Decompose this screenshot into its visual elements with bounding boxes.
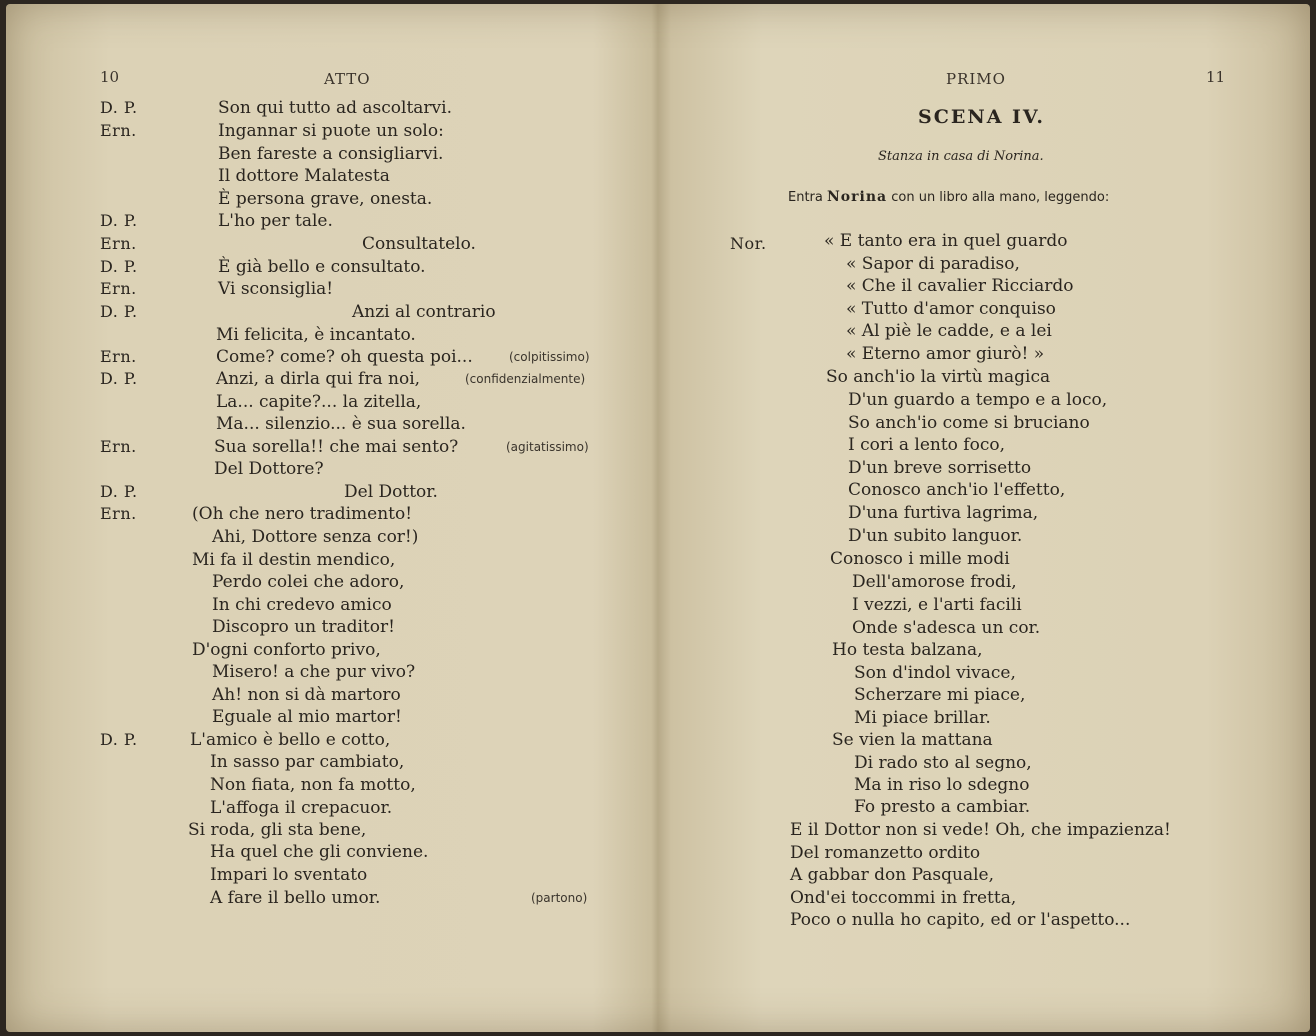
- speaker-label: Ern.: [100, 437, 137, 456]
- speaker-label: D. P.: [100, 730, 138, 749]
- verse-line: Misero! a che pur vivo?: [212, 662, 416, 682]
- verse-line: Son qui tutto ad ascoltarvi.: [218, 98, 452, 118]
- verse-line: L'affoga il crepacuor.: [210, 798, 393, 818]
- right-page: [660, 4, 1310, 1032]
- scene-title: SCENA IV.: [918, 106, 1045, 128]
- running-header: ATTO: [324, 70, 371, 88]
- verse-line: So anch'io come si bruciano: [848, 413, 1090, 433]
- verse-line: La... capite?... la zitella,: [216, 392, 422, 412]
- verse-line: I vezzi, e l'arti facili: [852, 595, 1022, 615]
- stage-direction-entrance: Entra Norina con un libro alla mano, leggendo:: [788, 189, 1110, 205]
- verse-line: D'ogni conforto privo,: [192, 640, 381, 660]
- verse-line: « Che il cavalier Ricciardo: [846, 276, 1074, 296]
- verse-line: Anzi, a dirla qui fra noi,: [216, 369, 421, 389]
- book-spread: [6, 4, 1310, 1032]
- page-number: 10: [100, 68, 120, 86]
- verse-line: Il dottore Malatesta: [218, 166, 390, 186]
- stage-direction: (agitatissimo): [506, 440, 589, 454]
- verse-line: Ingannar si puote un solo:: [218, 121, 444, 141]
- verse-line: Conosco anch'io l'effetto,: [848, 480, 1066, 500]
- speaker-label: D. P.: [100, 482, 138, 501]
- verse-line: Eguale al mio martor!: [212, 707, 402, 727]
- verse-line: Ma in riso lo sdegno: [854, 775, 1030, 795]
- verse-line: Del Dottore?: [214, 459, 324, 479]
- verse-line: Sua sorella!! che mai sento?: [214, 437, 459, 457]
- left-page: [6, 4, 656, 1032]
- speaker-label: Ern.: [100, 347, 137, 366]
- speaker-label: Ern.: [100, 234, 137, 253]
- verse-line: « Sapor di paradiso,: [846, 254, 1020, 274]
- verse-line: I cori a lento foco,: [848, 435, 1005, 455]
- speaker-label: D. P.: [100, 98, 138, 117]
- verse-line: Poco o nulla ho capito, ed or l'aspetto...: [790, 910, 1131, 930]
- verse-line: Perdo colei che adoro,: [212, 572, 405, 592]
- verse-line: A gabbar don Pasquale,: [790, 865, 994, 885]
- verse-line: Mi fa il destin mendico,: [192, 550, 396, 570]
- verse-line: Consultatelo.: [362, 234, 476, 254]
- verse-line: È persona grave, onesta.: [218, 189, 433, 209]
- verse-line: Conosco i mille modi: [830, 549, 1010, 569]
- speaker-label: D. P.: [100, 257, 138, 276]
- verse-line: Ho testa balzana,: [832, 640, 983, 660]
- verse-line: Ah! non si dà martoro: [212, 685, 401, 705]
- verse-line: Fo presto a cambiar.: [854, 797, 1031, 817]
- verse-line: (Oh che nero tradimento!: [192, 504, 413, 524]
- verse-line: Se vien la mattana: [832, 730, 993, 750]
- speaker-label: Nor.: [730, 234, 767, 253]
- verse-line: Dell'amorose frodi,: [852, 572, 1017, 592]
- verse-line: Anzi al contrario: [352, 302, 496, 322]
- verse-line: Del Dottor.: [344, 482, 438, 502]
- verse-line: « Al piè le cadde, e a lei: [846, 321, 1052, 341]
- verse-line: Del romanzetto ordito: [790, 843, 981, 863]
- speaker-label: Ern.: [100, 121, 137, 140]
- verse-line: L'amico è bello e cotto,: [190, 730, 391, 750]
- verse-line: « Tutto d'amor conquiso: [846, 299, 1056, 319]
- verse-line: E il Dottor non si vede! Oh, che impazienza!: [790, 820, 1171, 840]
- verse-line: Come? come? oh questa poi...: [216, 347, 473, 367]
- page-number: 11: [1206, 68, 1226, 86]
- verse-line: Scherzare mi piace,: [854, 685, 1026, 705]
- verse-line: Ma... silenzio... è sua sorella.: [216, 414, 466, 434]
- verse-line: Mi felicita, è incantato.: [216, 325, 416, 345]
- verse-line: Ahi, Dottore senza cor!): [212, 527, 419, 547]
- speaker-label: D. P.: [100, 211, 138, 230]
- verse-line: Mi piace brillar.: [854, 708, 991, 728]
- verse-line: Ond'ei toccommi in fretta,: [790, 888, 1017, 908]
- scene-setting: Stanza in casa di Norina.: [878, 149, 1044, 164]
- verse-line: D'un breve sorrisetto: [848, 458, 1032, 478]
- stage-direction: (colpitissimo): [509, 350, 590, 364]
- verse-line: Onde s'adesca un cor.: [852, 618, 1041, 638]
- speaker-label: Ern.: [100, 279, 137, 298]
- verse-line: A fare il bello umor.: [210, 888, 381, 908]
- verse-line: D'una furtiva lagrima,: [848, 503, 1039, 523]
- verse-line: Vi sconsiglia!: [218, 279, 334, 299]
- speaker-label: D. P.: [100, 369, 138, 388]
- verse-line: Discopro un traditor!: [212, 617, 395, 637]
- verse-line: Di rado sto al segno,: [854, 753, 1032, 773]
- speaker-label: Ern.: [100, 504, 137, 523]
- verse-line: Non fiata, non fa motto,: [210, 775, 416, 795]
- running-header: PRIMO: [946, 70, 1006, 88]
- verse-line: È già bello e consultato.: [218, 257, 426, 277]
- stage-direction: (confidenzialmente): [465, 372, 586, 386]
- verse-line: « E tanto era in quel guardo: [824, 231, 1068, 251]
- verse-line: Son d'indol vivace,: [854, 663, 1016, 683]
- verse-line: D'un subito languor.: [848, 526, 1023, 546]
- verse-line: Ha quel che gli conviene.: [210, 842, 429, 862]
- verse-line: Si roda, gli sta bene,: [188, 820, 367, 840]
- verse-line: In chi credevo amico: [212, 595, 392, 615]
- verse-line: D'un guardo a tempo e a loco,: [848, 390, 1108, 410]
- verse-line: « Eterno amor giurò! »: [846, 344, 1045, 364]
- verse-line: L'ho per tale.: [218, 211, 333, 231]
- verse-line: So anch'io la virtù magica: [826, 367, 1051, 387]
- verse-line: In sasso par cambiato,: [210, 752, 405, 772]
- stage-direction: (partono): [531, 891, 588, 905]
- verse-line: Ben fareste a consigliarvi.: [218, 144, 444, 164]
- speaker-label: D. P.: [100, 302, 138, 321]
- verse-line: Impari lo sventato: [210, 865, 368, 885]
